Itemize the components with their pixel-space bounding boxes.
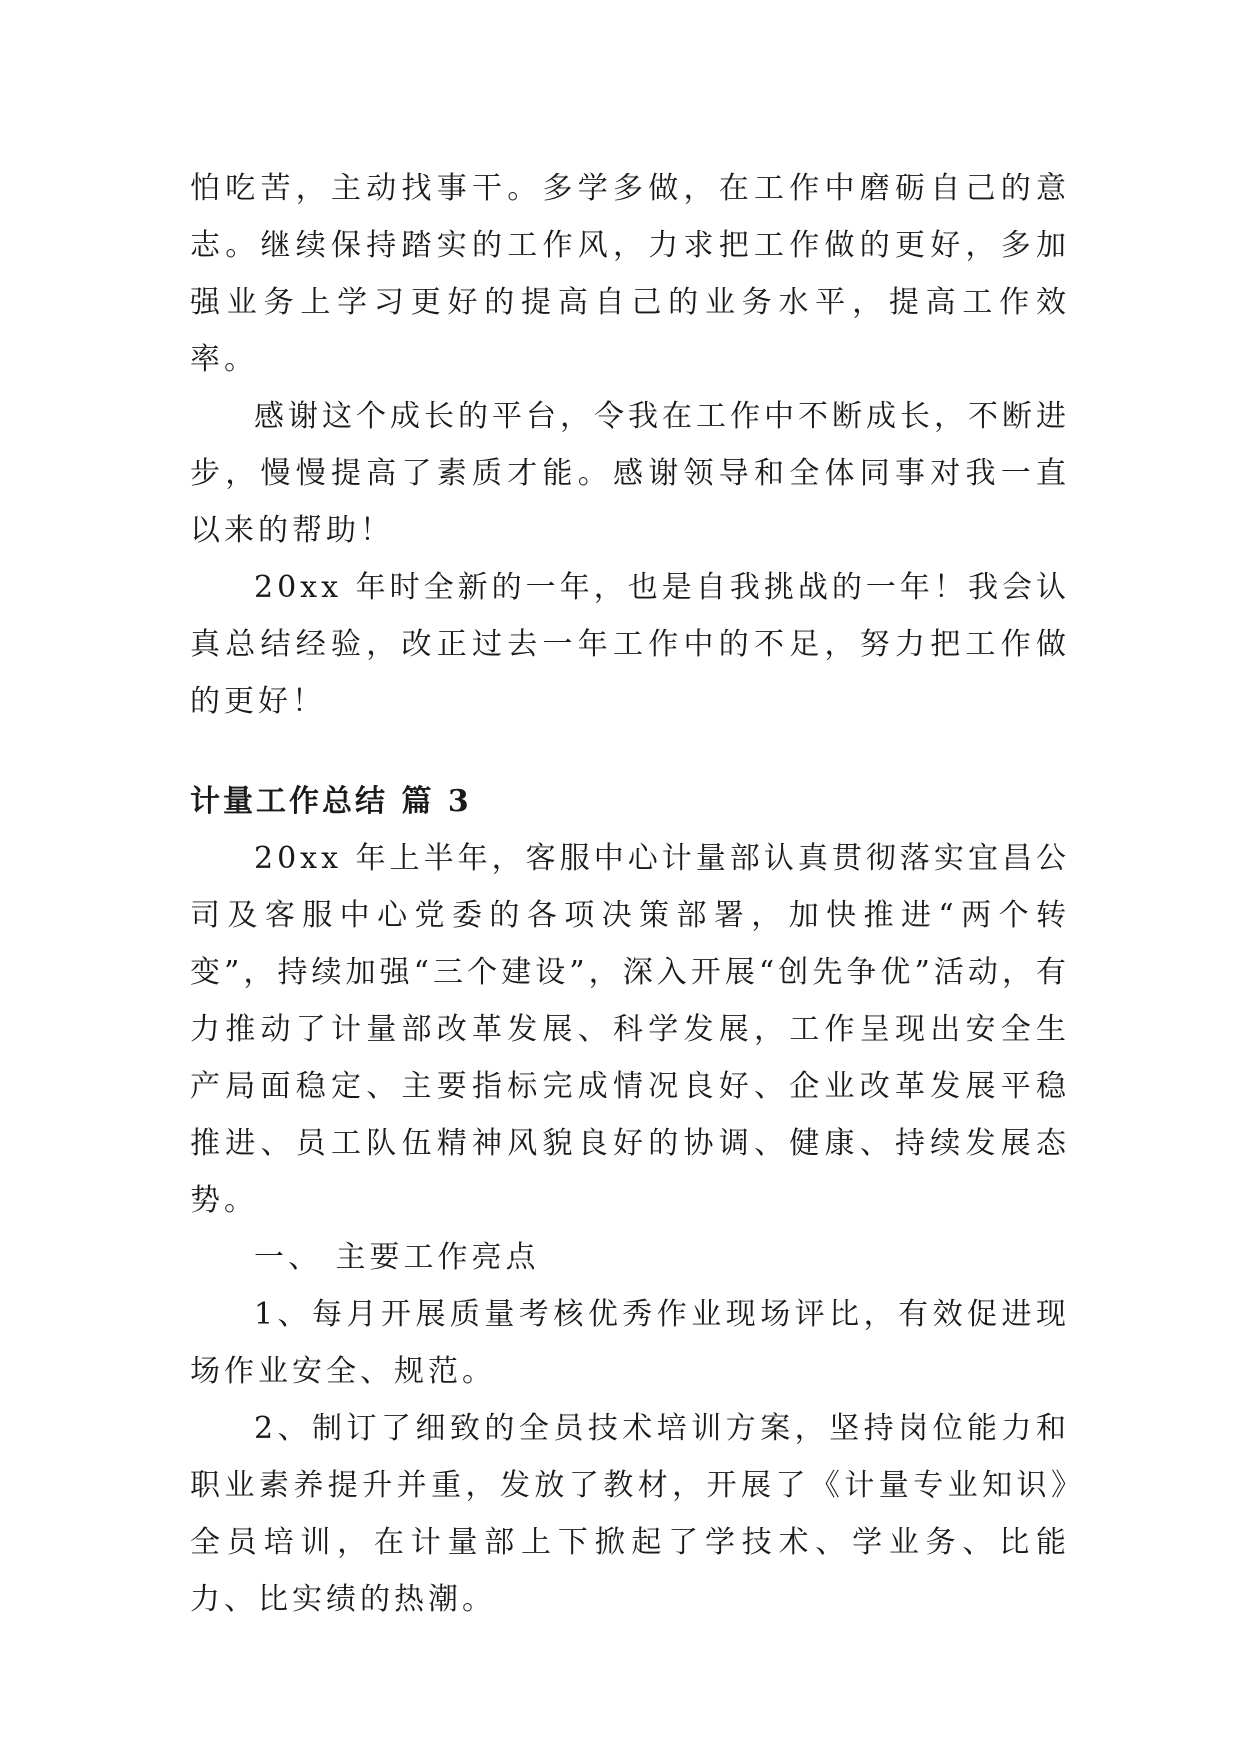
paragraph-thanks: 感谢这个成长的平台，令我在工作中不断成长，不断进步，慢慢提高了素质才能。感谢领导和全体同事对我一直以来的帮助！ — [190, 399, 1070, 548]
paragraph-continuation: 怕吃苦，主动找事干。多学多做，在工作中磨砺自己的意志。继续保持踏实的工作风，力求把工作做的更好，多加强业务上学习更好的提高自己的业务水平，提高工作效率。 — [190, 171, 1070, 377]
paragraph-new-year: 20xx 年时全新的一年，也是自我挑战的一年！我会认真总结经验，改正过去一年工作中的不足，努力把工作做的更好！ — [190, 570, 1070, 719]
subheading-highlights: 一、 主要工作亮点 — [254, 1240, 540, 1275]
section-title: 计量工作总结 篇 3 — [190, 784, 472, 819]
paragraph-overview: 20xx 年上半年，客服中心计量部认真贯彻落实宜昌公司及客服中心党委的各项决策部署，加快推进“两个转变”，持续加强“三个建设”，深入开展“创先争优”活动，有力推动了计量部改革发展、科学发展，工作呈现出安全生产局面稳定、主要指标完成情况良好、企业改革发展平稳推进、员工队伍精神风貌良好的协调、健康、持续发展态势。 — [190, 841, 1070, 1218]
list-item-1: 1、每月开展质量考核优秀作业现场评比，有效促进现场作业安全、规范。 — [190, 1297, 1070, 1389]
document-body — [190, 160, 1070, 1628]
list-item-2: 2、制订了细致的全员技术培训方案，坚持岗位能力和职业素养提升并重，发放了教材，开展了《计量专业知识》全员培训，在计量部上下掀起了学技术、学业务、比能力、比实绩的热潮。 — [190, 1411, 1070, 1617]
